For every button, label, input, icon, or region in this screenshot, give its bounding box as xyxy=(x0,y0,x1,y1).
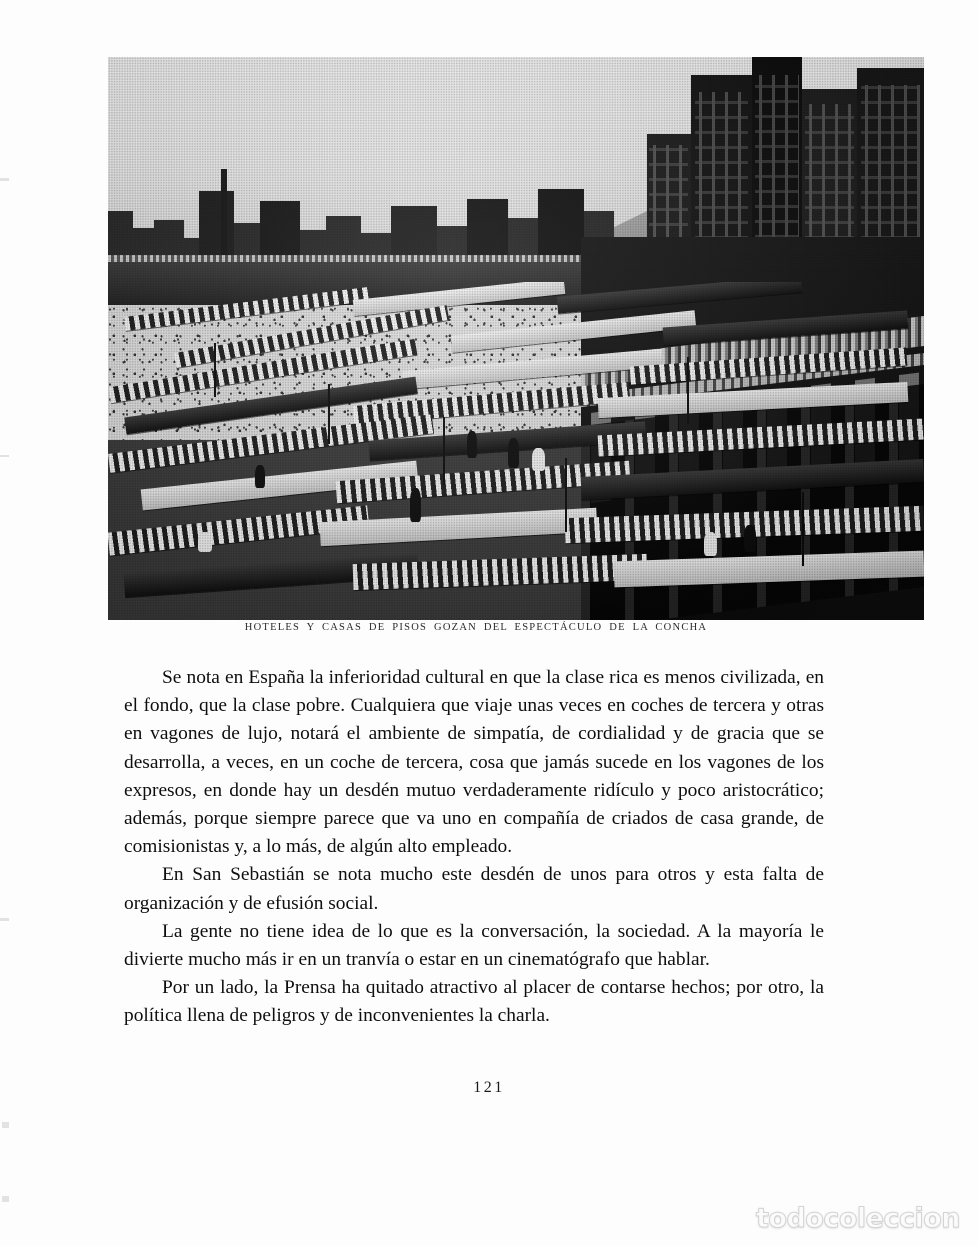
photo-figure xyxy=(108,57,924,620)
beach-photograph xyxy=(108,57,924,620)
paragraph: Por un lado, la Prensa ha quitado atractivo al placer de contarse hechos; por otro, la política llena de peligros y de inconvenientes la charla. xyxy=(124,977,824,1027)
page-number: 121 xyxy=(473,1079,505,1096)
paragraph: La gente no tiene idea de lo que es la conversación, la sociedad. A la mayoría le divierte mucho más ir en un tranvía o estar en un cinematógrafo que hablar. xyxy=(124,920,824,971)
scan-artifact-mark xyxy=(0,918,9,921)
body-text-block xyxy=(124,664,824,1031)
paragraph: En San Sebastián se nota mucho este desdén de unos para otros y esta falta de organización y de efusión social. xyxy=(124,864,824,914)
scan-artifact-mark xyxy=(0,178,9,181)
photo-beach-tents xyxy=(108,282,924,620)
scan-artifact-mark xyxy=(0,455,9,457)
watermark-todocoleccion: todocoleccion xyxy=(756,1203,960,1234)
scan-artifact-mark xyxy=(2,1196,9,1202)
scan-artifact-mark xyxy=(2,1122,9,1128)
figure-caption: HOTELES Y CASAS DE PISOS GOZAN DEL ESPECTÁCULO DE LA CONCHA xyxy=(244,622,708,633)
paragraph: Se nota en España la inferioridad cultural en que la clase rica es menos civilizada, en el fondo, que la clase pobre. Cualquiera que viaje unas veces en coches de tercera y otras en vagones de lujo, notará el ambiente de simpatía, de cordialidad y de gracia que se desarrolla, a veces, en un coche de tercera, cosa que jamás sucede en los vagones de los expresos, en donde hay un desdén mutuo verdaderamente ridículo y poco aristocrático; además, porque siempre parece que va uno en compañía de criados de casa grande, de comisionistas y, a lo más, de algún alto empleado. xyxy=(124,667,824,858)
